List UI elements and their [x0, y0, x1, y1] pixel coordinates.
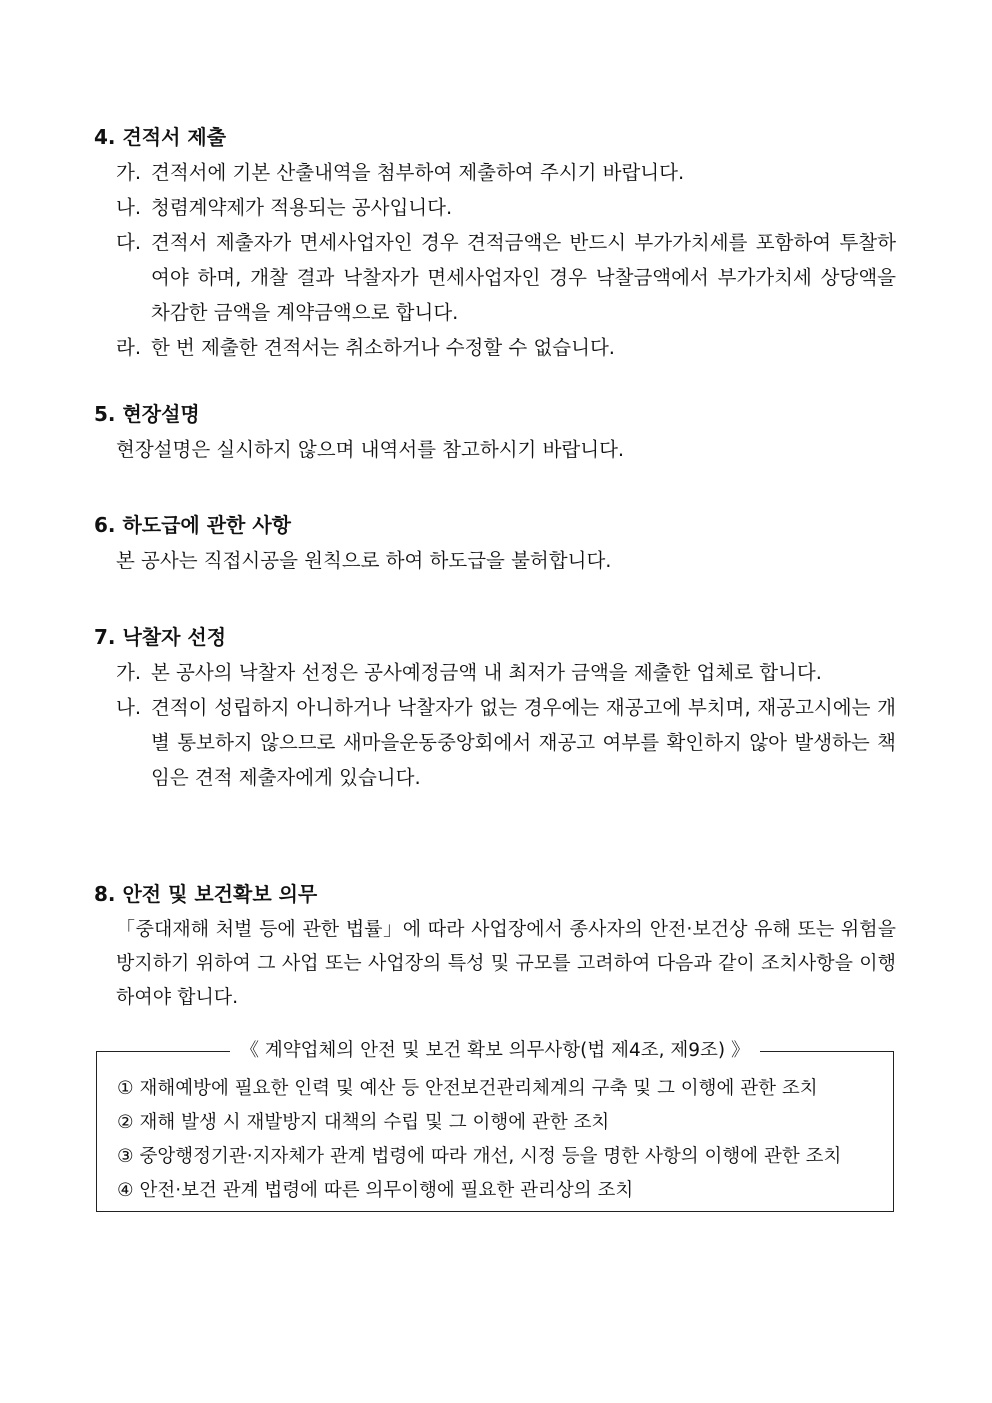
section-subcontracting — [94, 507, 896, 578]
item-marker: 가. — [116, 661, 142, 684]
list-item — [94, 155, 896, 190]
list-item — [94, 655, 896, 690]
item-marker: 나. — [116, 196, 142, 219]
section-site-briefing — [94, 396, 896, 467]
list-item — [94, 190, 896, 225]
item-marker: 라. — [116, 336, 142, 359]
section-heading: 4. 견적서 제출 — [94, 125, 227, 149]
box-title-text: 《 계약업체의 안전 및 보건 확보 의무사항(법 제4조, 제9조) 》 — [230, 1040, 759, 1061]
section-paragraph: 현장설명은 실시하지 않으며 내역서를 참고하시기 바랍니다. — [116, 438, 625, 461]
obligations-box — [96, 1040, 894, 1212]
item-text: 청렴계약제가 적용되는 공사입니다. — [151, 196, 453, 219]
obligations-list — [117, 1072, 883, 1208]
section-heading: 7. 낙찰자 선정 — [94, 625, 227, 649]
list-item — [94, 690, 896, 795]
list-item — [94, 330, 896, 365]
item-text: 견적이 성립하지 아니하거나 낙찰자가 없는 경우에는 재공고에 부치며, 재공고시에는 개별 통보하지 않으므로 새마을운동중앙회에서 재공고 여부를 확인하지 않아 발생하는 책임은 견적 제출자에게 있습니다. — [151, 696, 896, 789]
section-heading: 6. 하도급에 관한 사항 — [94, 513, 291, 537]
section-paragraph: 「중대재해 처벌 등에 관한 법률」에 따라 사업장에서 종사자의 안전·보건상 유해 또는 위험을 방지하기 위하여 그 사업 또는 사업장의 특성 및 규모를 고려하여 다음과 같이 조치사항을 이행하여야 합니다. — [116, 918, 896, 1008]
item-text: 한 번 제출한 견적서는 취소하거나 수정할 수 없습니다. — [151, 336, 616, 359]
list-item: ② 재해 발생 시 재발방지 대책의 수립 및 그 이행에 관한 조치 — [117, 1112, 610, 1133]
list-item: ① 재해예방에 필요한 인력 및 예산 등 안전보건관리체계의 구축 및 그 이행에 관한 조치 — [117, 1078, 818, 1099]
section-quote-submission — [94, 119, 896, 365]
section-winner-selection — [94, 619, 896, 795]
section-heading: 5. 현장설명 — [94, 402, 200, 426]
item-marker: 다. — [116, 231, 142, 254]
item-marker: 나. — [116, 696, 142, 719]
item-text: 본 공사의 낙찰자 선정은 공사예정금액 내 최저가 금액을 제출한 업체로 합니다. — [151, 661, 822, 684]
item-text: 견적서 제출자가 면세사업자인 경우 견적금액은 반드시 부가가치세를 포함하여 투찰하여야 하며, 개찰 결과 낙찰자가 면세사업자인 경우 낙찰금액에서 부가가치세 상당액을 차감한 금액을 계약금액으로 합니다. — [151, 231, 896, 324]
box-title — [97, 1038, 893, 1064]
section-heading: 8. 안전 및 보건확보 의무 — [94, 882, 318, 906]
section-paragraph: 본 공사는 직접시공을 원칙으로 하여 하도급을 불허합니다. — [116, 549, 612, 572]
item-text: 견적서에 기본 산출내역을 첨부하여 제출하여 주시기 바랍니다. — [151, 161, 685, 184]
list-item — [94, 225, 896, 330]
list-item: ④ 안전·보건 관계 법령에 따른 의무이행에 필요한 관리상의 조치 — [117, 1180, 634, 1201]
section-safety-obligations — [94, 876, 896, 1014]
list-item: ③ 중앙행정기관·지자체가 관계 법령에 따라 개선, 시정 등을 명한 사항의 이행에 관한 조치 — [117, 1146, 842, 1167]
item-marker: 가. — [116, 161, 142, 184]
